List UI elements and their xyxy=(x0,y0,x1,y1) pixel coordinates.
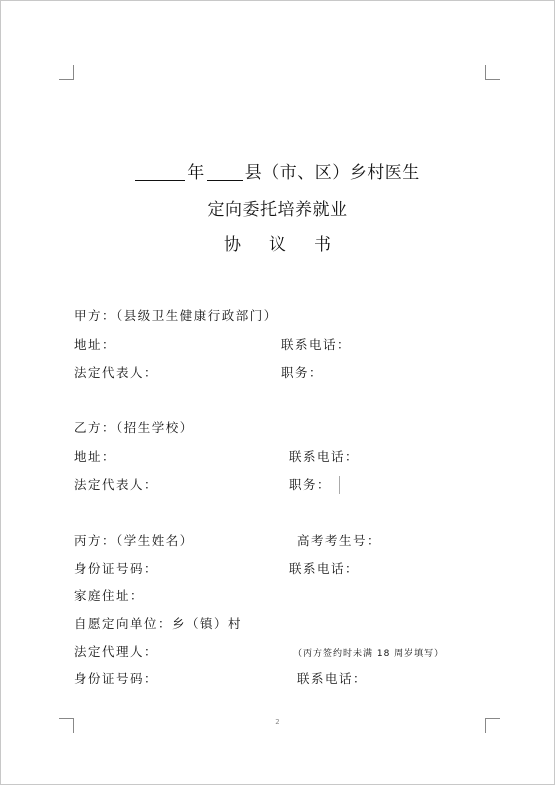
party-a-legal-rep: 法定代表人： xyxy=(74,365,159,380)
county-blank xyxy=(207,163,243,181)
party-a-address: 地址： xyxy=(74,337,117,352)
title-line-3 xyxy=(0,230,555,255)
page-number: 2 xyxy=(275,718,280,726)
party-c-id-no: 身份证号码： xyxy=(74,561,159,576)
party-c-guardian-note: （丙方签约时未满 18 周岁填写） xyxy=(293,649,445,659)
party-c-exam-no: 高考考生号： xyxy=(297,533,382,548)
party-c-target-unit: 自愿定向单位：乡（镇）村 xyxy=(74,616,243,631)
party-c-guardian-phone: 联系电话： xyxy=(297,671,368,686)
crop-mark-top-left xyxy=(59,65,74,80)
party-b-label: 乙方：（招生学校） xyxy=(74,420,194,435)
party-c-phone: 联系电话： xyxy=(289,561,360,576)
party-c-label: 丙方：（学生姓名） xyxy=(74,533,194,548)
party-c-guardian-id-no: 身份证号码： xyxy=(74,671,159,686)
party-b-position-row xyxy=(289,475,340,494)
crop-mark-top-right xyxy=(485,65,500,80)
party-b-position: 职务： xyxy=(289,477,332,492)
party-b-address: 地址： xyxy=(74,449,117,464)
party-a-label: 甲方：（县级卫生健康行政部门） xyxy=(74,308,278,323)
text-cursor[interactable] xyxy=(339,476,340,494)
party-b-legal-rep: 法定代表人： xyxy=(74,477,159,492)
party-a-phone: 联系电话： xyxy=(281,337,352,352)
party-a-position: 职务： xyxy=(281,365,324,380)
party-c-guardian: 法定代理人： xyxy=(74,644,159,659)
title-line-2: 定向委托培养就业 xyxy=(207,200,348,220)
title-county: 县（市、区）乡村医生 xyxy=(244,163,420,183)
title-year: 年 xyxy=(187,163,205,183)
title-char-2: 议 xyxy=(269,235,286,255)
party-b-phone: 联系电话： xyxy=(289,449,360,464)
title-line-1 xyxy=(0,158,555,183)
title-char-3: 书 xyxy=(314,235,331,255)
year-blank xyxy=(135,163,185,181)
party-c-home-address: 家庭住址： xyxy=(74,588,145,603)
title-char-1: 协 xyxy=(224,235,241,255)
